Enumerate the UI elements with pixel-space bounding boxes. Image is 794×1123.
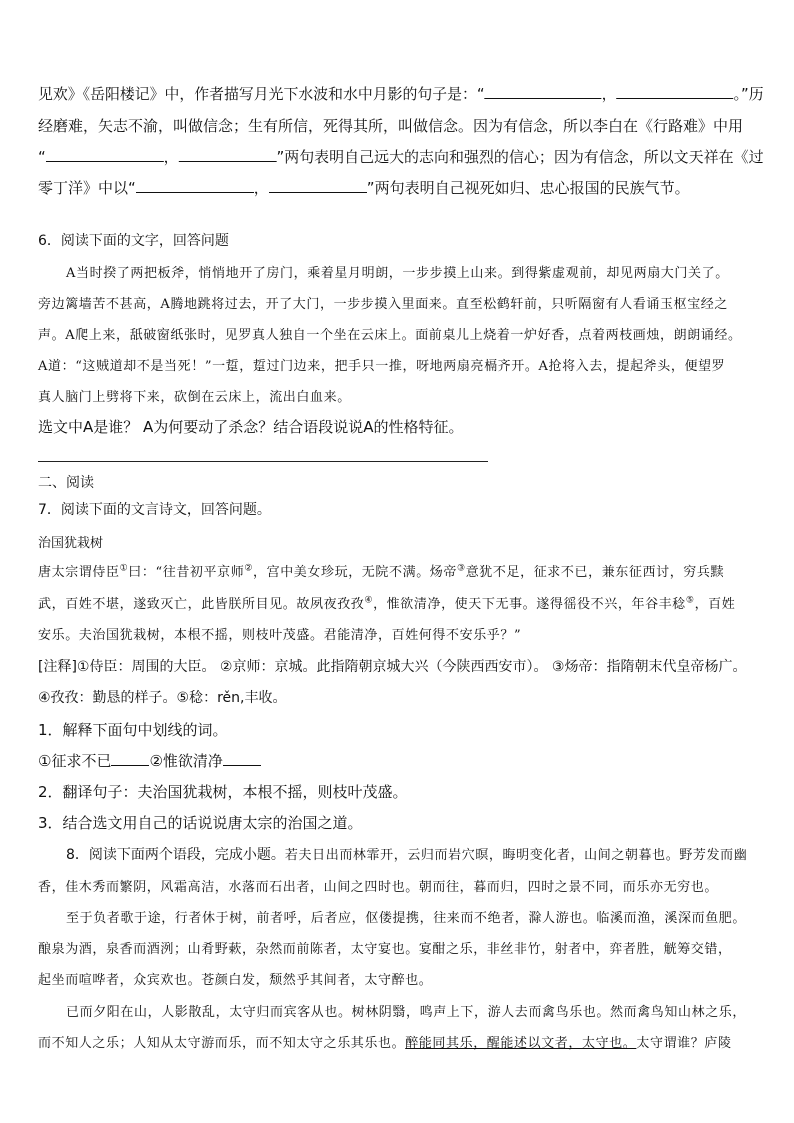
text: 若夫日出而林霏开，云归而岩穴暝，晦明变化者，山间之朝暮也。野芳发而幽 bbox=[284, 848, 748, 863]
text: 零丁洋》中以“ bbox=[38, 179, 136, 197]
q7-passage-title: 治国犹栽树 bbox=[38, 536, 104, 551]
answer-blank[interactable] bbox=[269, 178, 367, 193]
q6-passage-line: 声。A爬上来，舐破窗纸张时，见罗真人独自一个坐在云床上。面前桌儿上烧着一炉好香，点着两枝画烛，朗朗诵经。 bbox=[38, 328, 742, 343]
text: 意犹不足，征求不已，兼东征西讨，穷兵黩 bbox=[465, 565, 725, 580]
q8-title: 8．阅读下面两个语段，完成小题。 bbox=[66, 847, 285, 863]
q6-passage-line: A当时揆了两把板斧，悄悄地开了房门，乘着星月明朗，一步步摸上山来。到得紫虚观前，却见两扇大门关了。 bbox=[66, 266, 729, 281]
text: ，惟欲清净，使天下无事。遂得徭役不兴，年谷丰稔 bbox=[373, 597, 686, 612]
intro-line-4 bbox=[38, 177, 690, 198]
text: ， bbox=[253, 179, 269, 197]
text: ， bbox=[601, 85, 617, 103]
footnote-marker: ⑤ bbox=[685, 595, 695, 606]
q7-sub-question-2: 2．翻译句子：夫治国犹栽树，本根不摇，则枝叶茂盛。 bbox=[38, 783, 408, 801]
text: ②惟欲清净 bbox=[149, 752, 223, 770]
text: 唐太宗谓侍臣 bbox=[38, 565, 120, 580]
q6-question: 选文中A是谁？ A为何要动了杀念？结合语段说说A的性格特征。 bbox=[38, 418, 464, 436]
answer-blank[interactable] bbox=[136, 178, 254, 193]
text: ， bbox=[163, 148, 179, 166]
q8-passage-line: 至于负者歌于途，行者休于树，前者呼，后者应，伛偻提携，往来而不绝者，滁人游也。临溪而渔，溪深而鱼肥。 bbox=[66, 911, 747, 926]
text: 见欢》《岳阳楼记》中，作者描写月光下水波和水中月影的句子是：“ bbox=[38, 85, 485, 103]
text: ，百姓 bbox=[694, 597, 736, 612]
underlined-sentence: 醉能同其乐，醒能述以文者，太守也。 bbox=[405, 1036, 637, 1051]
text: ①征求不已 bbox=[38, 752, 112, 770]
intro-line-1 bbox=[38, 83, 764, 104]
text: “ bbox=[38, 148, 46, 166]
q7-title: 7．阅读下面的文言诗文，回答问题。 bbox=[38, 502, 271, 518]
answer-blank[interactable] bbox=[179, 147, 277, 162]
footnote-marker: ② bbox=[244, 563, 253, 574]
q6-passage-line: A道：“这贼道却不是当死！”一踅，踅过门边来，把手只一推，呀地两扇亮槅齐开。A抢将入去，提起斧头，便望罗 bbox=[38, 359, 726, 374]
footnote-marker: ④ bbox=[364, 595, 374, 606]
answer-blank[interactable] bbox=[111, 751, 149, 766]
q7-sub-question-1-items bbox=[38, 750, 261, 771]
section-title: 二、阅读 bbox=[38, 475, 94, 491]
answer-blank[interactable] bbox=[617, 84, 734, 99]
q7-passage-line-3: 安乐。夫治国犹栽树，本根不摇，则枝叶茂盛。君能清净，百姓何得不安乐乎？” bbox=[38, 628, 522, 643]
text: 曰：“往昔初平京师 bbox=[128, 565, 245, 580]
answer-blank[interactable] bbox=[46, 147, 164, 162]
q7-sub-question-3: 3．结合选文用自己的话说说唐太宗的治国之道。 bbox=[38, 814, 363, 832]
q8-passage-line: 起坐而喧哗者，众宾欢也。苍颜白发，颓然乎其间者，太守醉也。 bbox=[38, 973, 433, 988]
q7-sub-question-1: 1．解释下面句中划线的词。 bbox=[38, 721, 228, 739]
footnote-marker: ③ bbox=[457, 563, 466, 574]
text: ”两句表明自己视死如归、忠心报国的民族气节。 bbox=[366, 179, 690, 197]
text: ，宫中美女珍玩，无院不满。炀帝 bbox=[253, 565, 458, 580]
q8-passage-line: 酿泉为酒，泉香而酒洌；山肴野蔌，杂然而前陈者，太守宴也。宴酣之乐，非丝非竹，射者中，弈者胜，觥筹交错， bbox=[38, 942, 732, 957]
intro-line-2: 经磨难，矢志不渝，叫做信念；生有所信，死得其所，叫做信念。因为有信念，所以李白在《行路难》中用 bbox=[38, 117, 744, 135]
intro-line-3 bbox=[38, 146, 764, 167]
text: 而不知人之乐；人知从太守游而乐，而不知太守之乐其乐也。 bbox=[38, 1036, 406, 1051]
text: 武，百姓不堪，遂致灭亡，此皆朕所目见。故夙夜孜孜 bbox=[38, 597, 365, 612]
q7-note-line-1: [注释]①侍臣：周围的大臣。 ②京师：京城。此指隋朝京城大兴（今陕西西安市）。 ③炀帝：指隋朝末代皇帝杨广。 bbox=[38, 659, 747, 675]
answer-blank[interactable] bbox=[223, 751, 261, 766]
q8-passage-line: 香，佳木秀而繁阴，风霜高洁，水落而石出者，山间之四时也。朝而往，暮而归，四时之景不同，而乐亦无穷也。 bbox=[38, 880, 719, 895]
text: ”两句表明自己远大的志向和强烈的信心；因为有信念，所以文天祥在《过 bbox=[276, 148, 764, 166]
q8-passage-line-7 bbox=[38, 1032, 732, 1051]
q8-passage-line: 已而夕阳在山，人影散乱，太守归而宾客从也。树林阴翳，鸣声上下，游人去而禽鸟乐也。然而禽鸟知山林之乐， bbox=[66, 1005, 747, 1020]
answer-blank[interactable] bbox=[485, 84, 602, 99]
q7-passage-line-1 bbox=[38, 561, 724, 580]
q6-passage-line: 旁边篱墙苦不甚高，A腾地跳将过去，开了大门，一步步摸入里面来。直至松鹤轩前，只听隔窗有人看诵玉枢宝经之 bbox=[38, 297, 728, 312]
q7-note-line-2: ④孜孜：勤恳的样子。⑤稔：rěn,丰收。 bbox=[38, 690, 287, 706]
q6-title: 6．阅读下面的文字，回答问题 bbox=[38, 233, 229, 249]
q8-line-1 bbox=[66, 844, 747, 864]
answer-line bbox=[38, 461, 488, 462]
text: 。”历 bbox=[733, 85, 764, 103]
text: 太守谓谁？庐陵 bbox=[636, 1036, 732, 1051]
footnote-marker: ① bbox=[119, 563, 129, 574]
q6-passage-line: 真人脑门上劈将下来，砍倒在云床上，流出白血来。 bbox=[38, 390, 351, 405]
q7-passage-line-2 bbox=[38, 593, 735, 612]
